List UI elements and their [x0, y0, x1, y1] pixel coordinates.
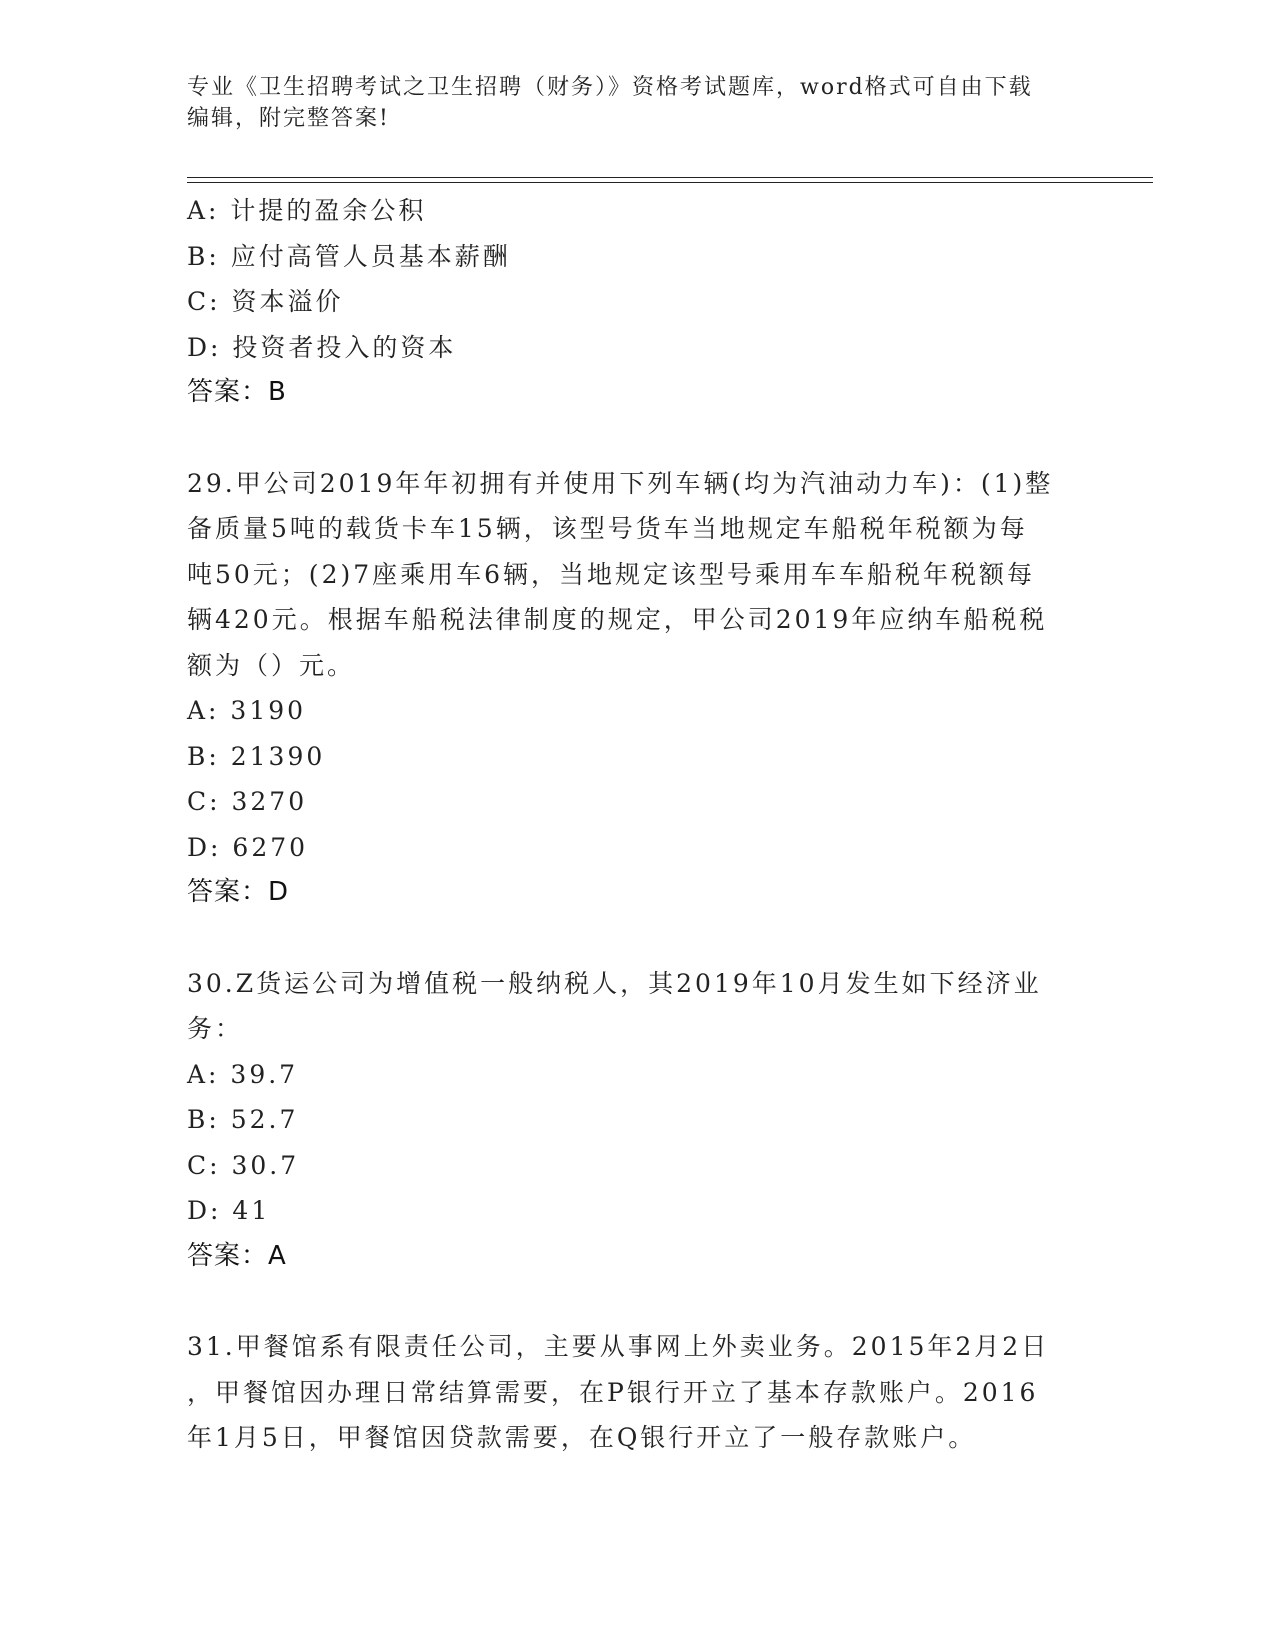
q29-stem-line-4: 辆420元。根据车船税法律制度的规定，甲公司2019年应纳车船税税: [187, 605, 1048, 634]
question-31-block: [187, 1324, 1087, 1461]
header-divider-top: [187, 177, 1153, 178]
q30-stem-line-1: 30.Z货运公司为增值税一般纳税人，其2019年10月发生如下经济业: [187, 968, 1042, 998]
q29-stem-line-2: 备质量5吨的载货卡车15辆，该型号货车当地规定车船税年税额为每: [187, 514, 1028, 543]
q29-stem-line-5: 额为（）元。: [187, 650, 356, 680]
question-30-block: [187, 961, 1087, 1280]
q29-option-a: A: 3190: [187, 696, 307, 725]
q29-option-c: C: 3270: [187, 787, 308, 816]
q30-answer: 答案：A: [187, 1240, 287, 1271]
question-28-block: [187, 188, 1087, 416]
q30-stem: [187, 961, 1087, 1052]
q31-stem-line-2: ，甲餐馆因办理日常结算需要，在P银行开立了基本存款账户。2016: [187, 1377, 1039, 1407]
q28-option-b: B: 应付高管人员基本薪酬: [187, 241, 511, 271]
q29-answer: 答案：D: [187, 877, 290, 907]
q30-option-a: A: 39.7: [187, 1059, 299, 1089]
q28-answer: 答案：B: [187, 377, 287, 407]
q29-stem-line-1: 29.甲公司2019年年初拥有并使用下列车辆(均为汽油动力车)：(1)整: [187, 468, 1054, 498]
q30-option-d: D: 41: [187, 1196, 271, 1225]
question-29-block: [187, 461, 1087, 916]
q29-option-b: B: 21390: [187, 741, 326, 771]
q31-stem-line-3: 年1月5日，甲餐馆因贷款需要，在Q银行开立了一般存款账户。: [187, 1423, 977, 1452]
document-body: [187, 188, 1087, 1461]
header-line-2: 编辑，附完整答案!: [187, 106, 390, 131]
q31-stem: [187, 1324, 1087, 1461]
header-divider-bottom: [187, 182, 1153, 183]
q28-option-a: A: 计提的盈余公积: [187, 196, 427, 225]
document-header: [187, 72, 1067, 134]
q28-option-d: D: 投资者投入的资本: [187, 332, 457, 362]
q28-option-c: C: 资本溢价: [187, 287, 344, 316]
q30-stem-line-2: 务：: [187, 1014, 244, 1043]
q31-stem-line-1: 31.甲餐馆系有限责任公司，主要从事网上外卖业务。2015年2月2日: [187, 1332, 1050, 1361]
header-line-1: 专业《卫生招聘考试之卫生招聘（财务）》资格考试题库，word格式可自由下载: [187, 75, 1033, 100]
q29-stem-line-3: 吨50元；(2)7座乘用车6辆，当地规定该型号乘用车车船税年税额每: [187, 559, 1036, 589]
q29-stem: [187, 461, 1087, 689]
q30-option-b: B: 52.7: [187, 1105, 299, 1134]
q30-option-c: C: 30.7: [187, 1150, 300, 1180]
q29-option-d: D: 6270: [187, 832, 309, 862]
